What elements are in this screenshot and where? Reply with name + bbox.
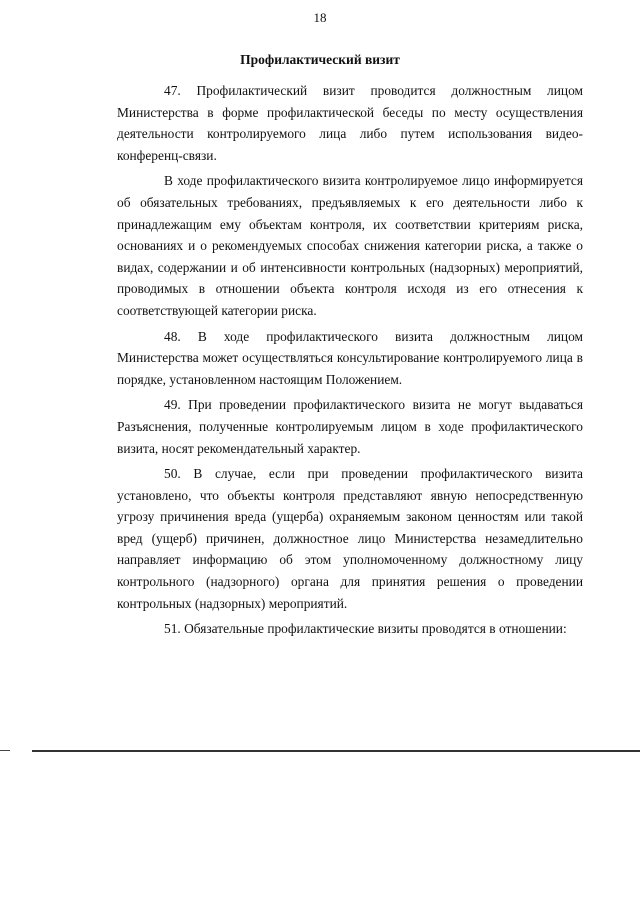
paragraph-48: 48. В ходе профилактического визита должностным лицом Министерства может осуществляться консультирование контролируемого лица в порядке, установленном настоящим Положением. bbox=[117, 328, 583, 387]
section-heading: Профилактический визит bbox=[240, 52, 400, 67]
footer-divider bbox=[32, 750, 640, 752]
document-body bbox=[117, 80, 583, 640]
paragraph-47: 47. Профилактический визит проводится должностным лицом Министерства в форме профилактической беседы по месту осуществления деятельности контролируемого лица либо путем использования видео-конференц-связи. bbox=[117, 83, 583, 163]
margin-mark bbox=[0, 750, 10, 751]
paragraph-50: 50. В случае, если при проведении профилактического визита установлено, что объекты контроля представляют явную непосредственную угрозу причинения вреда (ущерба) охраняемым законом ценностям или такой вред (ущерб) причинен, должностное лицо Министерства незамедлительно направляет информацию об этом уполномоченному должностному лицу контрольного (надзорного) органа для принятия решения о проведении контрольных (надзорных) мероприятий. bbox=[117, 466, 583, 611]
page-number: 18 bbox=[313, 10, 327, 25]
paragraph-47-continued: В ходе профилактического визита контролируемое лицо информируется об обязательных требованиях, предъявляемых к его деятельности либо к принадлежащим ему объектам контроля, их соответствии критериям риска, основаниях и о рекомендуемых способах снижения категории риска, а также о видах, содержании и об интенсивности контрольных (надзорных) мероприятий, проводимых в отношении объекта контроля исходя из его отнесения к соответствующей категории риска. bbox=[117, 173, 583, 318]
paragraph-49: 49. При проведении профилактического визита не могут выдаваться Разъяснения, полученные контролируемым лицом в ходе профилактического визита, носят рекомендательный характер. bbox=[117, 397, 583, 456]
paragraph-51: 51. Обязательные профилактические визиты проводятся в отношении: bbox=[164, 621, 567, 637]
